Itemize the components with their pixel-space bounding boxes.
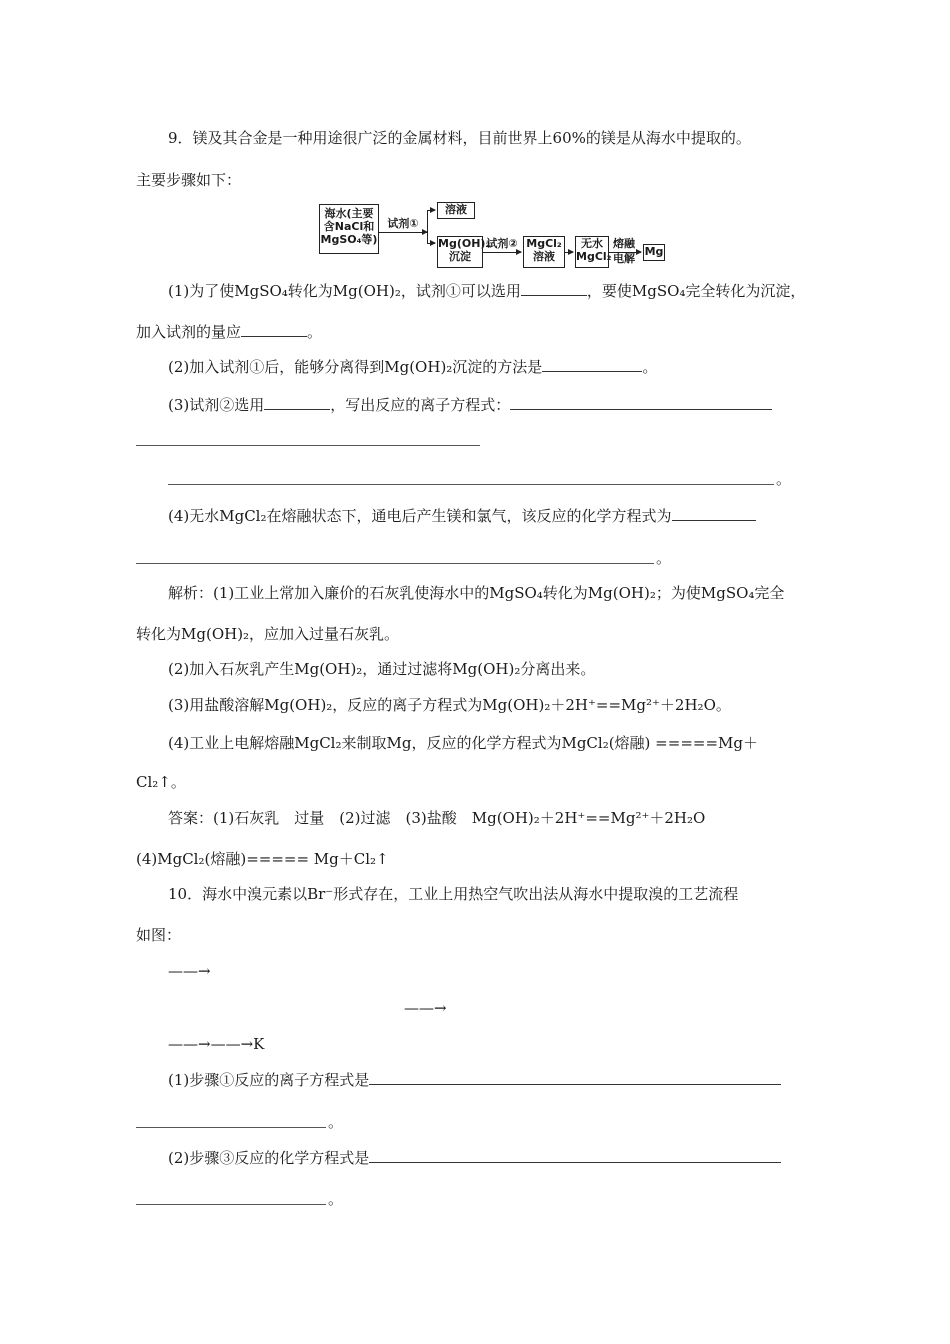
q9-intro-line1: 9．镁及其合金是一种用途很广泛的金属材料，目前世界上60%的镁是从海水中提取的。: [168, 129, 751, 147]
flow-mgoh2-label: Mg(OH)₂: [438, 237, 491, 250]
q9-intro-line2: 主要步骤如下：: [136, 171, 242, 189]
q9-p3-text-a: (3)试剂②选用: [168, 396, 265, 414]
q9-analysis-line6: Cl₂↑。: [136, 773, 186, 791]
flow-seawater-line3: MgSO₄等): [320, 233, 378, 246]
flow-arrow-1: [379, 232, 427, 233]
q9-p1-text-b: ，要使MgSO₄完全转化为沉淀，: [586, 282, 806, 300]
flow-precip-label: 沉淀: [449, 250, 471, 263]
q9-p1-text-a: (1)为了使MgSO₄转化为Mg(OH)₂，试剂①可以选用: [168, 282, 521, 300]
q9-p4-text-a: (4)无水MgCl₂在熔融状态下，通电后产生镁和氯气，该反应的化学方程式为: [168, 507, 672, 525]
q9-analysis-line2: 转化为Mg(OH)₂，应加入过量石灰乳。: [136, 625, 400, 643]
q9-p3-blank-equation[interactable]: [510, 395, 772, 410]
q9-p4-answer-line2[interactable]: [136, 563, 654, 564]
q10-intro-line1: 10．海水中溴元素以Br⁻形式存在，工业上用热空气吹出法从海水中提取溴的工艺流程: [168, 885, 739, 903]
flow-anhydrous-box: [575, 236, 612, 268]
q9-p3-answer-line3[interactable]: [168, 484, 774, 485]
flow-seawater-box: [319, 204, 379, 254]
flow-reagent1-label: 试剂①: [387, 217, 419, 230]
q9-p3-end: 。: [776, 470, 792, 488]
q10-p1-blank[interactable]: [369, 1070, 781, 1085]
q9-answer-line2: (4)MgCl₂(熔融)===== Mg＋Cl₂↑: [136, 850, 389, 868]
flow-solution-box: 溶液: [437, 202, 475, 219]
q9-p1-text-d: 。: [307, 323, 323, 341]
q9-p1-blank-reagent[interactable]: [521, 281, 587, 296]
q9-part3-line1: [168, 395, 772, 415]
q10-flow-row2: ——→: [404, 999, 447, 1017]
flow-anhydrous-label: 无水: [581, 237, 603, 250]
q9-p3-blank-reagent[interactable]: [264, 395, 330, 410]
flow-mgcl2-solution-label: 溶液: [533, 250, 555, 263]
q9-part1-line1: [168, 281, 805, 301]
flow-branch-line: [427, 210, 428, 243]
q10-p1-answer-line2[interactable]: [136, 1127, 326, 1128]
q9-p2-text-b: 。: [642, 358, 658, 376]
flow-molten-label: 熔融: [613, 237, 635, 250]
q10-p2-blank[interactable]: [369, 1148, 781, 1163]
flow-arrow-precip: [427, 243, 435, 244]
flow-mgoh2-box: [437, 236, 491, 268]
q10-intro-line2: 如图：: [136, 926, 182, 944]
q10-p1-end: 。: [328, 1113, 344, 1131]
q9-p1-blank-amount[interactable]: [241, 322, 307, 337]
q9-p3-answer-line2[interactable]: [136, 445, 480, 446]
flow-anhydrous-mgcl2-label: MgCl₂: [576, 250, 612, 263]
q10-part2-line1: [168, 1148, 781, 1168]
q10-flow-row3: ——→——→K: [168, 1035, 265, 1053]
flow-seawater-line2: 含NaCl和: [323, 220, 375, 233]
flow-arrow-4: [609, 252, 641, 253]
flow-mg-box: Mg: [643, 244, 665, 261]
q10-p2-answer-line2[interactable]: [136, 1204, 326, 1205]
q9-part4-line1: [168, 506, 756, 526]
q9-p2-text-a: (2)加入试剂①后，能够分离得到Mg(OH)₂沉淀的方法是: [168, 358, 543, 376]
q10-part1-line1: [168, 1070, 781, 1090]
flow-arrow-2: [483, 252, 521, 253]
q9-analysis-line5: (4)工业上电解熔融MgCl₂来制取Mg，反应的化学方程式为MgCl₂(熔融) =====Mg＋: [168, 734, 758, 752]
flow-reagent2-label: 试剂②: [486, 237, 518, 250]
flow-arrow-3: [565, 252, 573, 253]
q9-answer-line1: 答案：(1)石灰乳 过量 (2)过滤 (3)盐酸 Mg(OH)₂＋2H⁺==Mg²⁺＋2H₂O: [168, 809, 706, 827]
q9-part2: [168, 357, 657, 377]
q9-analysis-line3: (2)加入石灰乳产生Mg(OH)₂，通过过滤将Mg(OH)₂分离出来。: [168, 660, 596, 678]
q9-p4-blank-equation[interactable]: [672, 506, 756, 521]
q9-part1-line2: [136, 322, 322, 342]
q9-analysis-line4: (3)用盐酸溶解Mg(OH)₂，反应的离子方程式为Mg(OH)₂＋2H⁺==Mg²⁺＋2H₂O。: [168, 696, 731, 714]
flow-arrow-solution: [427, 210, 435, 211]
q9-p4-end: 。: [656, 549, 672, 567]
q9-p1-text-c: 加入试剂的量应: [136, 323, 242, 341]
flow-seawater-line1: 海水(主要: [324, 207, 374, 220]
flow-electrolysis-label: 电解: [613, 252, 635, 265]
q10-p2-text-a: (2)步骤③反应的化学方程式是: [168, 1149, 370, 1167]
q9-p3-text-b: ，写出反应的离子方程式：: [330, 396, 511, 414]
q10-p2-end: 。: [328, 1190, 344, 1208]
q9-analysis-line1: 解析：(1)工业上常加入廉价的石灰乳使海水中的MgSO₄转化为Mg(OH)₂；为使MgSO₄完全: [168, 584, 785, 602]
flow-mgcl2-label: MgCl₂: [526, 237, 562, 250]
q10-p1-text-a: (1)步骤①反应的离子方程式是: [168, 1071, 370, 1089]
q10-flow-row1: ——→: [168, 962, 211, 980]
flow-mgcl2-box: [523, 236, 565, 268]
q9-p2-blank-method[interactable]: [542, 357, 642, 372]
